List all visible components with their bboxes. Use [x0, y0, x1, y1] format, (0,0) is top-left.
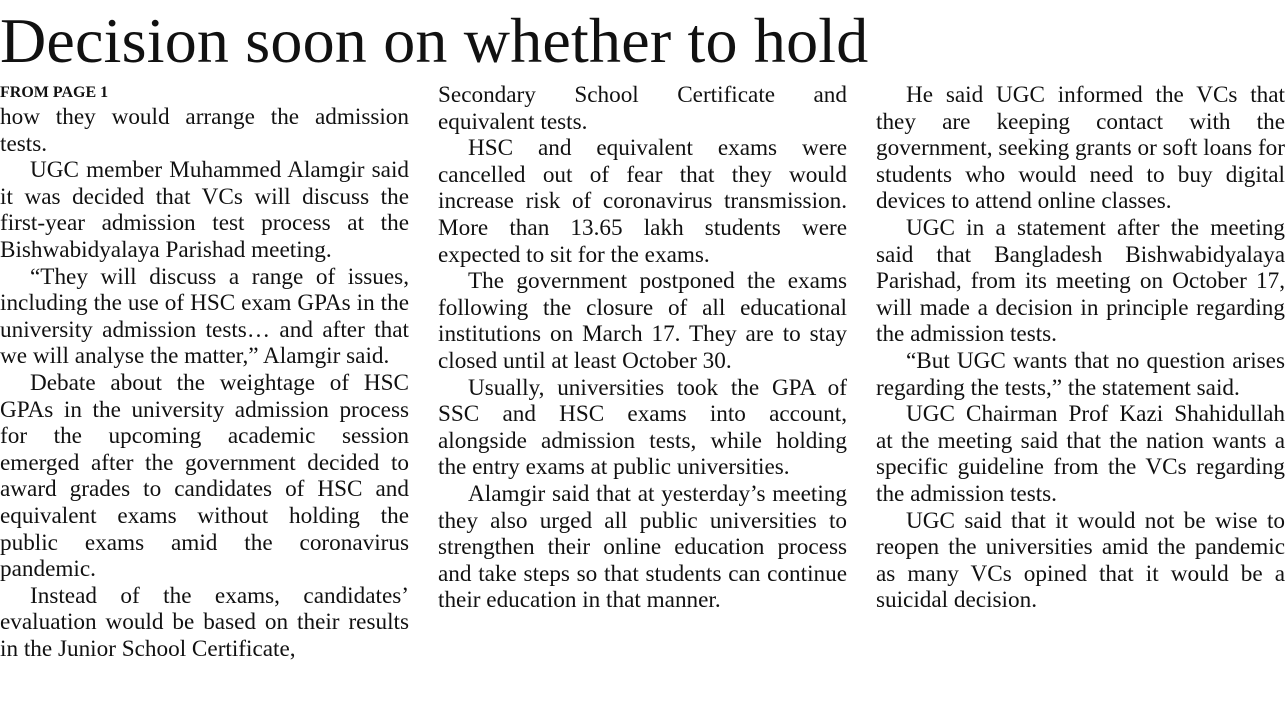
- paragraph: UGC said that it would not be wise to reopen the universities amid the pandemic as many VCs opined that it would be a suicidal decision.: [876, 507, 1285, 614]
- paragraph: UGC Chairman Prof Kazi Shahidullah at the meeting said that the nation wants a specific guideline from the VCs regarding the admission tests.: [876, 401, 1285, 507]
- paragraph: HSC and equivalent exams were cancelled out of fear that they would increase risk of coronavirus transmission. More than 13.65 lakh students were expected to sit for the exams.: [438, 135, 847, 268]
- paragraph: “They will discuss a range of issues, including the use of HSC exam GPAs in the university admission tests… and after that we will analyse the matter,” Alamgir said.: [0, 263, 409, 370]
- paragraph: Secondary School Certificate and equivalent tests.: [438, 82, 847, 135]
- paragraph: Instead of the exams, candidates’ evaluation would be based on their results in the Junior School Certificate,: [0, 582, 409, 662]
- article-column-2: [438, 82, 847, 614]
- headline: Decision soon on whether to hold: [0, 5, 869, 76]
- article-column-3: [876, 82, 1285, 614]
- paragraph: Usually, universities took the GPA of SSC and HSC exams into account, alongside admission tests, while holding the entry exams at public universities.: [438, 374, 847, 481]
- paragraph: Alamgir said that at yesterday’s meeting they also urged all public universities to strengthen their online education process and take steps so that students can continue their education in that manner.: [438, 480, 847, 614]
- article-column-1: [0, 82, 409, 662]
- paragraph: Debate about the weightage of HSC GPAs in the university admission process for the upcoming academic session emerged after the government decided to award grades to candidates of HSC and equivalent exams without holding the public exams amid the coronavirus pandemic.: [0, 369, 409, 583]
- paragraph: UGC member Muhammed Alamgir said it was decided that VCs will discuss the first-year admission test process at the Bishwabidyalaya Parishad meeting.: [0, 157, 409, 263]
- continuation-kicker: FROM PAGE 1: [0, 84, 109, 101]
- paragraph: how they would arrange the admission tests.: [0, 104, 409, 157]
- paragraph: UGC in a statement after the meeting said that Bangladesh Bishwabidyalaya Parishad, from its meeting on October 17, will made a decision in principle regarding the admission tests.: [876, 214, 1285, 348]
- paragraph: The government postponed the exams following the closure of all educational institutions on March 17. They are to stay closed until at least October 30.: [438, 268, 847, 374]
- paragraph: He said UGC informed the VCs that they are keeping contact with the government, seeking grants or soft loans for students who would need to buy digital devices to attend online classes.: [876, 82, 1285, 215]
- paragraph: “But UGC wants that no question arises regarding the tests,” the statement said.: [876, 347, 1285, 401]
